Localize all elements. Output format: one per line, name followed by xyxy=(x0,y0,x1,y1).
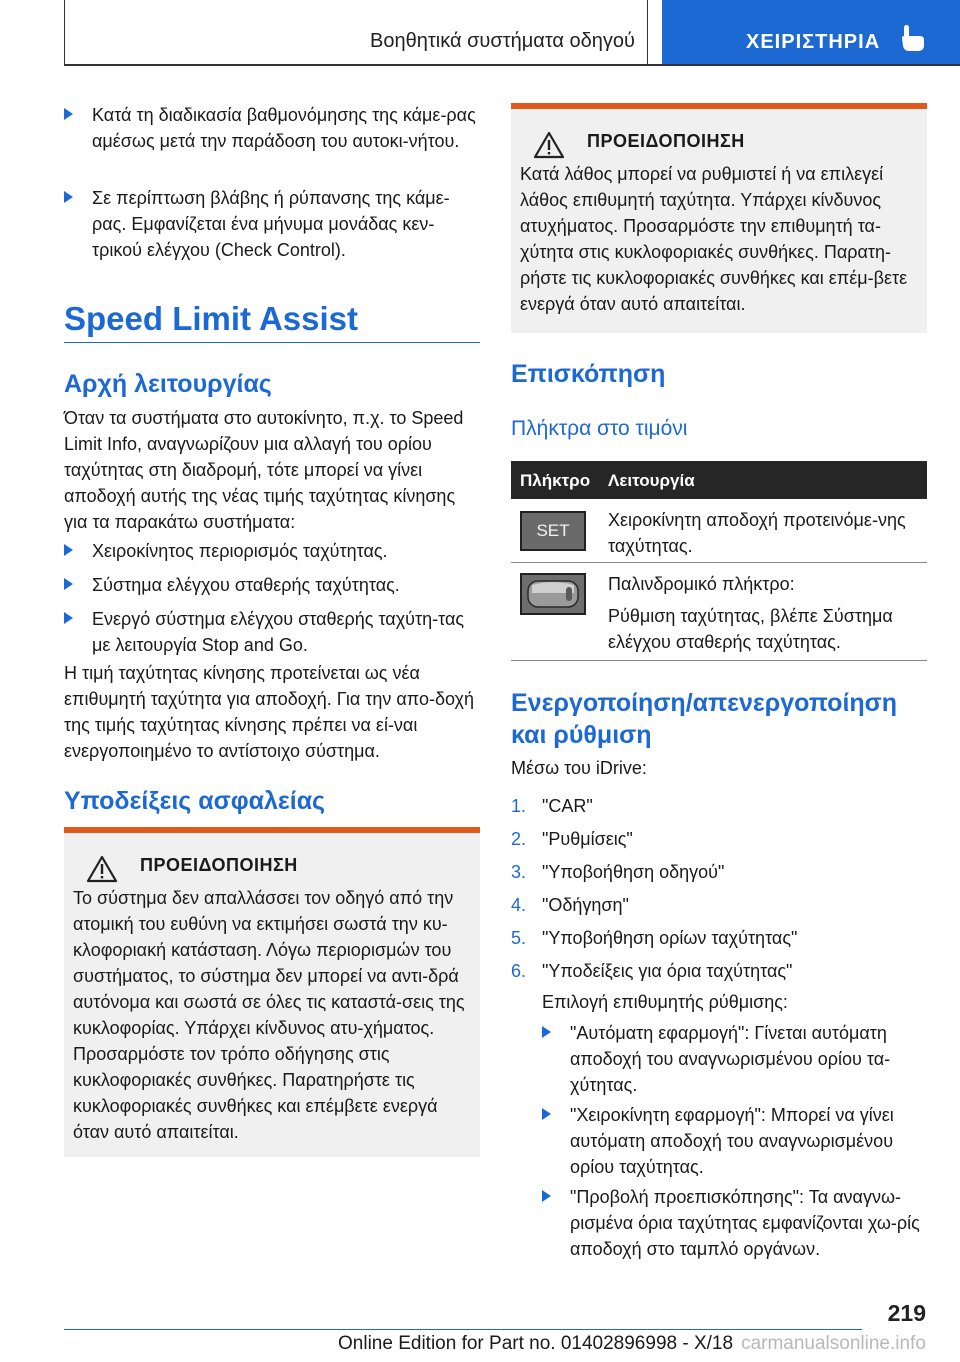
list-item-text: "Προβολή προεπισκόπησης": Τα αναγνω-ρισμένα όρια ταχύτητας εμφανίζονται χω-ρίς αποδοχή στο ταμπλό οργάνων. xyxy=(570,1187,920,1259)
hand-pointer-icon xyxy=(900,24,926,52)
selection-label: Επιλογή επιθυμητής ρύθμισης: xyxy=(542,992,788,1012)
activation-heading: Ενεργοποίηση/απενεργοποίηση και ρύθμιση xyxy=(511,689,898,749)
function-paragraph: Όταν τα συστήματα στο αυτοκίνητο, π.χ. το Speed Limit Info, αναγνωρίζουν μια αλλαγή του ορίου ταχύτητας στη διαδρομή, τότε μπορεί να γίνει αποδοχή αυτής της νέας τιμής ταχύτητας κίνησης για τα παρακάτω συστήματα: xyxy=(64,408,464,532)
set-key-icon: SET xyxy=(520,511,586,551)
bullet-triangle-icon xyxy=(542,1190,551,1202)
step-number: 3. xyxy=(511,862,527,882)
warning-box xyxy=(64,827,480,1157)
warning-title: ΠΡΟΕΙΔΟΠΟΙΗΣΗ xyxy=(587,131,745,151)
list-item-text: Σε περίπτωση βλάβης ή ρύπανσης της κάμε-ρας. Εμφανίζεται ένα μήνυμα μονάδας κεν-τρικού ελέγχου (Check Control). xyxy=(92,188,450,260)
column-header-function: Λειτουργία xyxy=(608,471,695,490)
bullet-triangle-icon xyxy=(542,1108,551,1120)
bullet-triangle-icon xyxy=(542,1026,551,1038)
edition-text: Online Edition for Part no. 01402896998 - X/18 xyxy=(338,1333,734,1354)
main-heading: Speed Limit Assist xyxy=(64,300,359,337)
list-item-text: "Αυτόματη εφαρμογή": Γίνεται αυτόματη αποδοχή του αναγνωρισμένου ορίου τα-χύτητας. xyxy=(570,1023,891,1095)
table-row xyxy=(511,563,927,661)
bullet-triangle-icon xyxy=(64,578,73,590)
list-item xyxy=(542,1102,927,1180)
table-header xyxy=(511,461,927,499)
list-item xyxy=(64,102,480,154)
header-box xyxy=(64,0,648,64)
bullet-triangle-icon xyxy=(64,612,73,624)
buttons-heading: Πλήκτρα στο τιμόνι xyxy=(511,417,688,440)
list-item xyxy=(511,892,927,918)
warning-box xyxy=(511,103,927,333)
table-cell-function: Χειροκίνητη αποδοχή προτεινόμε-νης ταχύτητας. xyxy=(608,510,906,556)
step-text: "Οδήγηση" xyxy=(542,895,629,915)
list-item-text: Σύστημα ελέγχου σταθερής ταχύτητας. xyxy=(92,575,400,595)
list-item-text: Χειροκίνητος περιορισμός ταχύτητας. xyxy=(92,541,388,561)
bullet-triangle-icon xyxy=(64,191,73,203)
header-rule xyxy=(64,64,960,66)
chapter-tab[interactable] xyxy=(662,0,960,64)
list-item-text: "Χειροκίνητη εφαρμογή": Μπορεί να γίνει αυτόματη αποδοχή του αναγνωρισμένου ορίου ταχύτητας. xyxy=(570,1105,894,1177)
warning-text: Το σύστημα δεν απαλλάσσει τον οδηγό από την ατομική του ευθύνη να εκτιμήσει σωστά την κυ-κλοφοριακή κατάσταση. Λόγω περιορισμών του συστήματος, το σύστημα δεν μπορεί να αντι-δρά αυτόνομα και σωστά σε όλες τις καταστά-σεις της κυκλοφορίας. Υπάρχει κίνδυνος ατυ-χήματος. Προσαρμόστε τον τρόπο οδήγησης στις κυκλοφοριακές συνθήκες. Παρατηρήστε τις κυκλοφοριακές συνθήκες και επέμβετε ενεργά όταν αυτό απαιτείται. xyxy=(73,888,465,1142)
warning-triangle-icon xyxy=(533,131,565,159)
list-item xyxy=(64,606,480,658)
step-number: 1. xyxy=(511,796,527,816)
bullet-triangle-icon xyxy=(64,108,73,120)
step-number: 5. xyxy=(511,928,527,948)
function-paragraph-2: Η τιμή ταχύτητας κίνησης προτείνεται ως νέα επιθυμητή ταχύτητα για αποδοχή. Για την απο-δοχή της τιμής ταχύτητας κίνησης πρέπει να εί-ναι ενεργοποιημένο το αντίστοιχο σύστημα. xyxy=(64,663,474,761)
step-text: "CAR" xyxy=(542,796,593,816)
heading-rule xyxy=(64,342,480,343)
step-number: 2. xyxy=(511,829,527,849)
step-number: 4. xyxy=(511,895,527,915)
list-item xyxy=(511,826,927,852)
warning-title: ΠΡΟΕΙΔΟΠΟΙΗΣΗ xyxy=(140,855,298,875)
list-item xyxy=(511,925,927,951)
table-row xyxy=(511,499,927,563)
list-item xyxy=(64,185,480,263)
footer-rule xyxy=(64,1329,862,1330)
step-text: "Υποδείξεις για όρια ταχύτητας" xyxy=(542,961,793,981)
list-item xyxy=(542,1184,927,1262)
step-text: "Υποβοήθηση οδηγού" xyxy=(542,862,725,882)
watermark-text: carmanualsonline.info xyxy=(741,1333,926,1354)
rocker-graphic xyxy=(522,575,584,613)
list-item xyxy=(542,1020,927,1098)
list-item xyxy=(511,859,927,885)
warning-text: Κατά λάθος μπορεί να ρυθμιστεί ή να επιλεγεί λάθος επιθυμητή ταχύτητα. Υπάρχει κίνδυνος ατυχήματος. Προσαρμόστε την επιθυμητή τα-χύτητα στις κυκλοφοριακές συνθήκες. Παρατη-ρήστε τις κυκλοφοριακές συνθήκες και επέμ-βετε ενεργά όταν αυτό απαιτείται. xyxy=(520,164,908,314)
list-item xyxy=(511,958,927,984)
column-header-key: Πλήκτρο xyxy=(520,471,591,490)
safety-heading: Υποδείξεις ασφαλείας xyxy=(64,787,326,815)
step-number: 6. xyxy=(511,961,527,981)
list-item xyxy=(64,538,480,564)
chapter-tab-label: ΧΕΙΡΙΣΤΗΡΙΑ xyxy=(746,31,881,53)
table-cell-function: Παλινδρομικό πλήκτρο: xyxy=(608,574,795,594)
bullet-triangle-icon xyxy=(64,544,73,556)
list-item xyxy=(511,793,927,819)
function-heading: Αρχή λειτουργίας xyxy=(64,370,272,398)
list-item-text: Ενεργό σύστημα ελέγχου σταθερής ταχύτη-τας με λειτουργία Stop and Go. xyxy=(92,609,465,655)
table-cell-function-detail: Ρύθμιση ταχύτητας, βλέπε Σύστημα ελέγχου σταθερής ταχύτητας. xyxy=(608,606,893,652)
section-title: Βοηθητικά συστήματα οδηγού xyxy=(370,30,635,52)
page-number: 219 xyxy=(887,1300,926,1326)
footer-edition xyxy=(338,1333,926,1355)
list-item xyxy=(64,572,480,598)
step-text: "Ρυθμίσεις" xyxy=(542,829,633,849)
overview-heading: Επισκόπηση xyxy=(511,360,666,388)
step-text: "Υποβοήθηση ορίων ταχύτητας" xyxy=(542,928,798,948)
warning-triangle-icon xyxy=(86,855,118,883)
via-idrive-label: Μέσω του iDrive: xyxy=(511,758,647,778)
rocker-switch-icon xyxy=(520,573,586,615)
list-item-text: Κατά τη διαδικασία βαθμονόμησης της κάμε-ρας αμέσως μετά την παράδοση του αυτοκι-νήτου. xyxy=(92,105,476,151)
